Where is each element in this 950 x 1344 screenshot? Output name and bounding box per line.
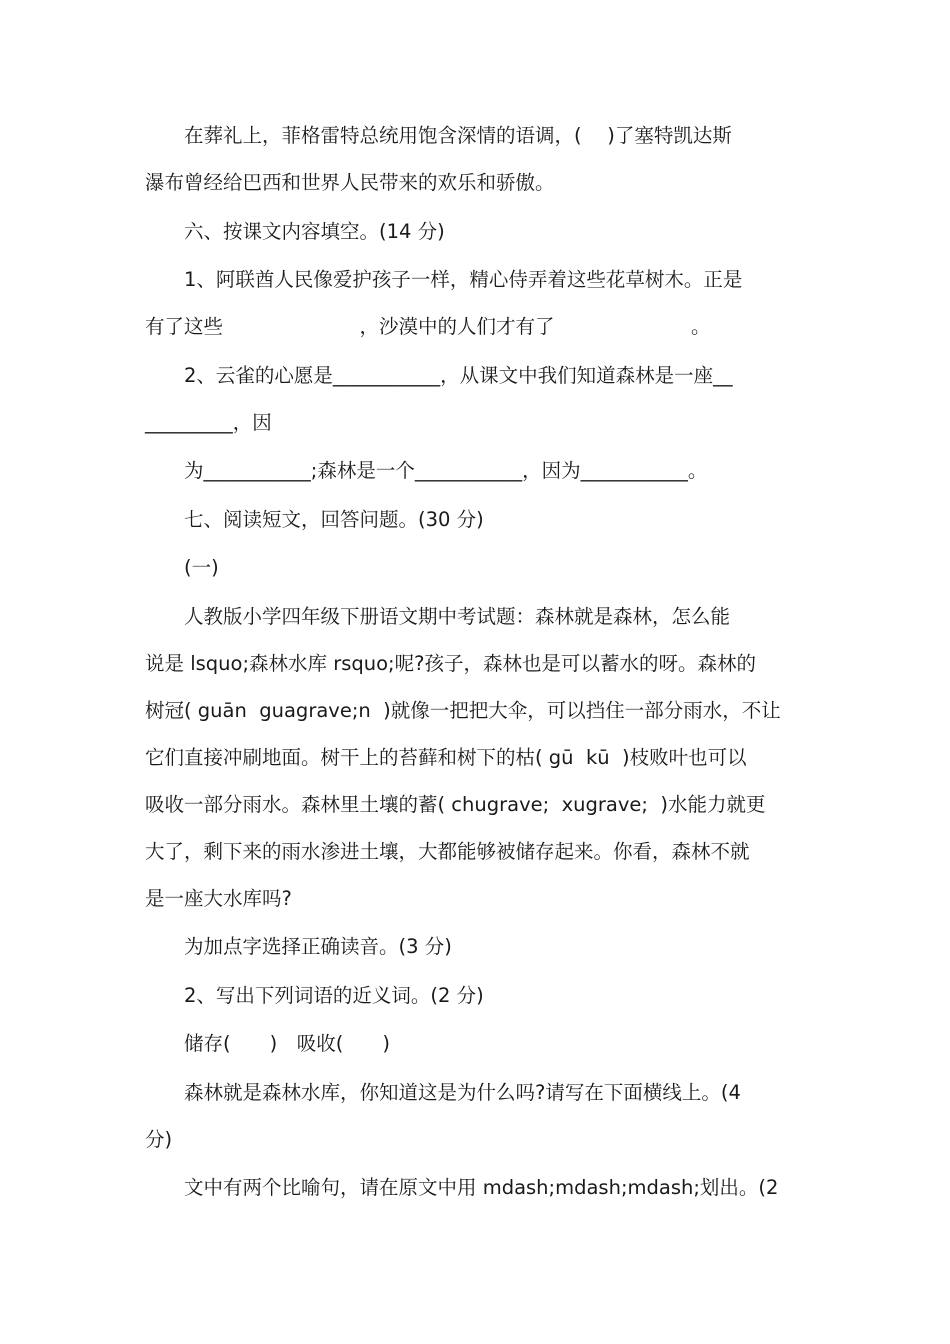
text-line: 在葬礼上，菲格雷特总统用饱含深情的语调，( )了塞特凯达斯 xyxy=(145,124,732,147)
text-line: 它们直接冲刷地面。树干上的苔藓和树下的枯( gū kū )枝败叶也可以 xyxy=(145,745,747,769)
question-reservoir xyxy=(145,1069,810,1163)
text-line: 树冠( guān guagrave;n )就像一把把大伞，可以挡住一部分雨水，不让 xyxy=(145,698,781,722)
text-line: _________，因 xyxy=(145,410,272,434)
text-line: 有了这些 ，沙漠中的人们才有了 。 xyxy=(145,315,711,338)
document-body xyxy=(145,112,810,1213)
text-line: 2、写出下列词语的近义词。(2 分) xyxy=(145,983,484,1007)
text-line: (一) xyxy=(145,556,219,579)
text-line: 大了，剩下来的雨水渗进土壤，大都能够被储存起来。你看，森林不就 xyxy=(145,839,750,863)
text-line: 为加点字选择正确读音。(3 分) xyxy=(145,935,452,958)
section-heading-seven xyxy=(145,496,810,543)
text-line: 森林就是森林水库，你知道这是为什么吗?请写在下面横线上。(4 xyxy=(145,1080,741,1104)
text-line: 瀑布曾经给巴西和世界人民带来的欢乐和骄傲。 xyxy=(145,171,555,194)
text-line: 储存( ) 吸收( ) xyxy=(145,1032,390,1055)
text-line: 1、阿联酋人民像爱护孩子一样，精心侍弄着这些花草树木。正是 xyxy=(145,268,743,291)
question-2-continued xyxy=(145,447,810,494)
question-1-uae xyxy=(145,256,810,350)
synonym-blanks xyxy=(145,1020,810,1067)
text-line: 人教版小学四年级下册语文期中考试题：森林就是森林，怎么能 xyxy=(145,604,731,628)
question-2-skylark xyxy=(145,352,810,446)
paragraph-funeral xyxy=(145,112,810,206)
text-line: 吸收一部分雨水。森林里土壤的蓄( chugrave; xugrave; )水能力就更 xyxy=(145,792,766,816)
text-line: 2、云雀的心愿是___________，从课文中我们知道森林是一座__ xyxy=(145,363,733,387)
text-line: 是一座大水库吗? xyxy=(145,886,292,910)
section-heading-six xyxy=(145,208,810,255)
question-pronunciation xyxy=(145,923,810,970)
text-line: 为___________;森林是一个___________，因为___________。 xyxy=(145,459,708,482)
question-synonyms xyxy=(145,972,810,1019)
subsection-label-one xyxy=(145,544,810,591)
text-line: 七、阅读短文，回答问题。(30 分) xyxy=(145,507,484,531)
text-line: 文中有两个比喻句，请在原文中用 mdash;mdash;mdash;划出。(2 xyxy=(145,1176,779,1199)
text-line: 分) xyxy=(145,1127,173,1151)
question-metaphors xyxy=(145,1164,810,1211)
text-line: 说是 lsquo;森林水库 rsquo;呢?孩子，森林也是可以蓄水的呀。森林的 xyxy=(145,651,756,675)
reading-passage xyxy=(145,593,810,922)
text-line: 六、按课文内容填空。(14 分) xyxy=(145,219,445,243)
